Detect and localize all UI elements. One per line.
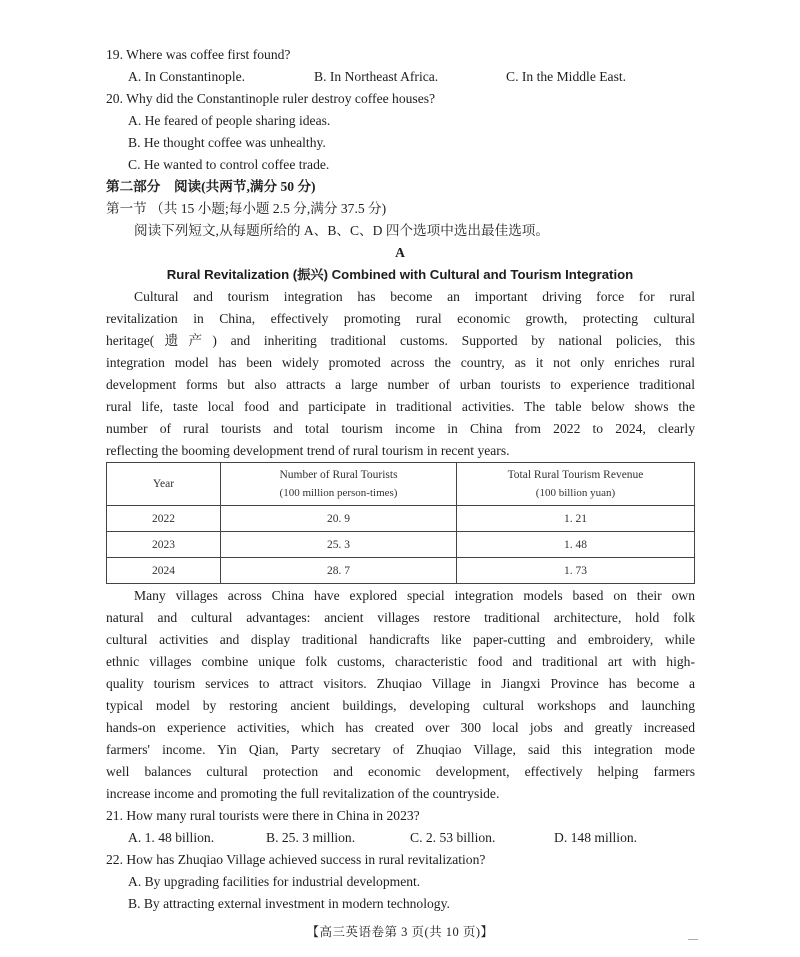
q20-option-a: A. He feared of people sharing ideas. bbox=[128, 113, 331, 128]
question-20: 20. Why did the Constantinople ruler destroy coffee houses? bbox=[106, 91, 436, 106]
table-header-revenue bbox=[457, 463, 695, 506]
table-row bbox=[107, 558, 695, 584]
section-one-heading: 第一节 （共 15 小题;每小题 2.5 分,满分 37.5 分) bbox=[106, 201, 387, 216]
header-main: Number of Rural Tourists bbox=[279, 469, 398, 481]
para1-line: number of rural tourists and total tourism income in China from 2022 to 2024, clearly bbox=[106, 421, 695, 436]
para2-line: typical model by restoring ancient buildings, developing cultural workshops and launching bbox=[106, 698, 695, 713]
corner-mark: — bbox=[688, 934, 698, 945]
para1-line: Cultural and tourism integration has become an important driving force for rural bbox=[134, 289, 695, 304]
para2-line: hands-on experience activities, which has created over 300 local jobs and greatly increased bbox=[106, 720, 695, 735]
part-two-heading: 第二部分 阅读(共两节,满分 50 分) bbox=[106, 179, 316, 194]
para1-line: reflecting the booming development trend of rural tourism in recent years. bbox=[106, 443, 510, 458]
q19-option-b: B. In Northeast Africa. bbox=[314, 69, 439, 84]
table-cell-year: 2024 bbox=[107, 558, 221, 584]
para2-line: increase income and promoting the full revitalization of the countryside. bbox=[106, 786, 500, 801]
para2-line: well balances cultural protection and economic development, effectively helping farmers bbox=[106, 764, 695, 779]
tourism-data-table bbox=[106, 462, 695, 584]
q20-option-b: B. He thought coffee was unhealthy. bbox=[128, 135, 326, 150]
para1-line: heritage(遗产) and inheriting traditional customs. Supported by national policies, this bbox=[106, 333, 695, 348]
para1-line: integration model has been widely promoted across the country, as it not only enriches rural bbox=[106, 355, 695, 370]
header-unit: (100 billion yuan) bbox=[535, 487, 616, 499]
question-22: 22. How has Zhuqiao Village achieved success in rural revitalization? bbox=[106, 852, 486, 867]
table-row bbox=[107, 532, 695, 558]
q21-option-d: D. 148 million. bbox=[554, 830, 638, 845]
table-header-row bbox=[107, 463, 695, 506]
table-cell-tourists: 25. 3 bbox=[221, 532, 457, 558]
para2-line: ethnic villages combine unique folk customs, characteristic food and traditional art with high- bbox=[106, 654, 695, 669]
passage-title: Rural Revitalization (振兴) Combined with Cultural and Tourism Integration bbox=[166, 267, 634, 282]
para2-line: quality tourism services to attract visitors. Zhuqiao Village in Jiangxi Province has become a bbox=[106, 676, 695, 691]
table-cell-revenue: 1. 48 bbox=[457, 532, 695, 558]
question-19: 19. Where was coffee first found? bbox=[106, 47, 291, 62]
q21-option-b: B. 25. 3 million. bbox=[266, 830, 356, 845]
passage-letter: A bbox=[395, 245, 405, 260]
table-cell-year: 2023 bbox=[107, 532, 221, 558]
page-footer: 【高三英语卷第 3 页(共 10 页)】 bbox=[306, 925, 494, 939]
header-main: Total Rural Tourism Revenue bbox=[507, 469, 644, 481]
para2-line: cultural activities and display traditional handicrafts like paper-cutting and embroidery, while bbox=[106, 632, 695, 647]
table-header-tourists bbox=[221, 463, 457, 506]
para1-line: development forms but also attracts a large number of urban tourists to experience traditional bbox=[106, 377, 695, 392]
q21-option-a: A. 1. 48 billion. bbox=[128, 830, 215, 845]
q22-option-a: A. By upgrading facilities for industrial development. bbox=[128, 874, 421, 889]
para1-line: revitalization in China, effectively promoting rural economic growth, protecting cultural bbox=[106, 311, 695, 326]
table-cell-tourists: 28. 7 bbox=[221, 558, 457, 584]
q21-option-c: C. 2. 53 billion. bbox=[410, 830, 496, 845]
para2-line: Many villages across China have explored special integration models based on their own bbox=[134, 588, 695, 603]
para2-line: natural and cultural advantages: ancient villages restore traditional architecture, hold folk bbox=[106, 610, 695, 625]
para2-line: farmers' income. Yin Qian, Party secretary of Zhuqiao Village, said this integration mode bbox=[106, 742, 695, 757]
q20-option-c: C. He wanted to control coffee trade. bbox=[128, 157, 330, 172]
table-cell-revenue: 1. 21 bbox=[457, 506, 695, 532]
para1-line: rural life, taste local food and participate in traditional activities. The table below shows the bbox=[106, 399, 695, 414]
question-21: 21. How many rural tourists were there in China in 2023? bbox=[106, 808, 420, 823]
q19-option-c: C. In the Middle East. bbox=[506, 69, 627, 84]
q22-option-b: B. By attracting external investment in modern technology. bbox=[128, 896, 450, 911]
table-cell-year: 2022 bbox=[107, 506, 221, 532]
q19-option-a: A. In Constantinople. bbox=[128, 69, 246, 84]
table-row bbox=[107, 506, 695, 532]
table-cell-tourists: 20. 9 bbox=[221, 506, 457, 532]
header-unit: (100 million person-times) bbox=[279, 487, 398, 499]
reading-instruction: 阅读下列短文,从每题所给的 A、B、C、D 四个选项中选出最佳选项。 bbox=[134, 223, 549, 238]
table-header-year: Year bbox=[107, 463, 221, 506]
table-cell-revenue: 1. 73 bbox=[457, 558, 695, 584]
